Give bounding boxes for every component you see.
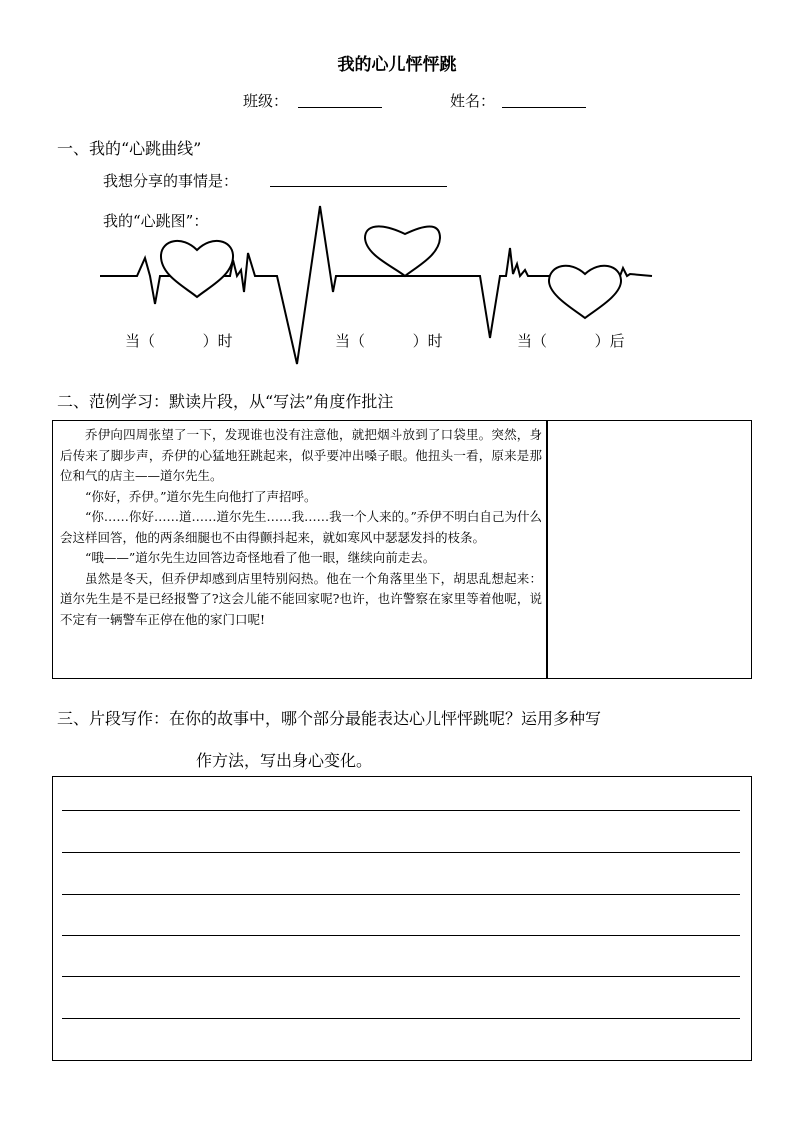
name-label: 姓名： <box>450 92 496 110</box>
marker-3: 当（ ）后 <box>517 332 625 350</box>
section3-heading-line2: 作方法，写出身心变化。 <box>196 751 373 770</box>
heart-2 <box>365 226 440 276</box>
writing-line[interactable] <box>62 894 740 895</box>
passage-paragraph: 虽然是冬天，但乔伊却感到店里特别闷热。他在一个角落里坐下，胡思乱想起来：道尔先生是不是已经报警了?这会儿能不能回家呢?也许，也许警察在家里等着他呢，说不定有一辆警车正停在他的家门口呢! <box>60 570 542 627</box>
marker-1: 当（ ）时 <box>125 332 233 350</box>
page-title: 我的心儿怦怦跳 <box>337 55 457 75</box>
writing-line[interactable] <box>62 852 740 853</box>
marker-2: 当（ ）时 <box>335 332 443 350</box>
section3-heading-line1: 三、片段写作：在你的故事中，哪个部分最能表达心儿怦怦跳呢？运用多种写 <box>57 709 602 728</box>
example-passage <box>60 425 542 630</box>
annotation-box[interactable] <box>546 420 752 679</box>
section2-heading: 二、范例学习：默读片段，从“写法”角度作批注 <box>57 392 394 411</box>
writing-line[interactable] <box>62 1018 740 1019</box>
passage-paragraph: “哦——”道尔先生边回答边奇怪地看了他一眼，继续向前走去。 <box>85 550 436 565</box>
heart-1 <box>161 241 233 297</box>
heart-3 <box>549 266 621 318</box>
class-label: 班级： <box>243 92 289 110</box>
share-prompt: 我想分享的事情是： <box>103 172 239 190</box>
writing-line[interactable] <box>62 935 740 936</box>
writing-line[interactable] <box>62 976 740 977</box>
passage-paragraph: 乔伊向四周张望了一下，发现谁也没有注意他，就把烟斗放到了口袋里。突然，身后传来了脚步声，乔伊的心猛地狂跳起来，似乎要冲出嗓子眼。他扭头一看，原来是那位和气的店主——道尔先生。 <box>60 427 542 483</box>
section1-heading: 一、我的“心跳曲线” <box>57 139 202 158</box>
passage-paragraph: “你好，乔伊。”道尔先生向他打了声招呼。 <box>85 488 317 504</box>
writing-line[interactable] <box>62 810 740 811</box>
passage-paragraph: “你……你好……道……道尔先生……我……我一个人来的。”乔伊不明白自己为什么会这样回答，他的两条细腿也不由得颤抖起来，就如寒风中瑟瑟发抖的枝条。 <box>60 509 542 545</box>
heartbeat-chart-label: 我的“心跳图”： <box>103 212 209 230</box>
